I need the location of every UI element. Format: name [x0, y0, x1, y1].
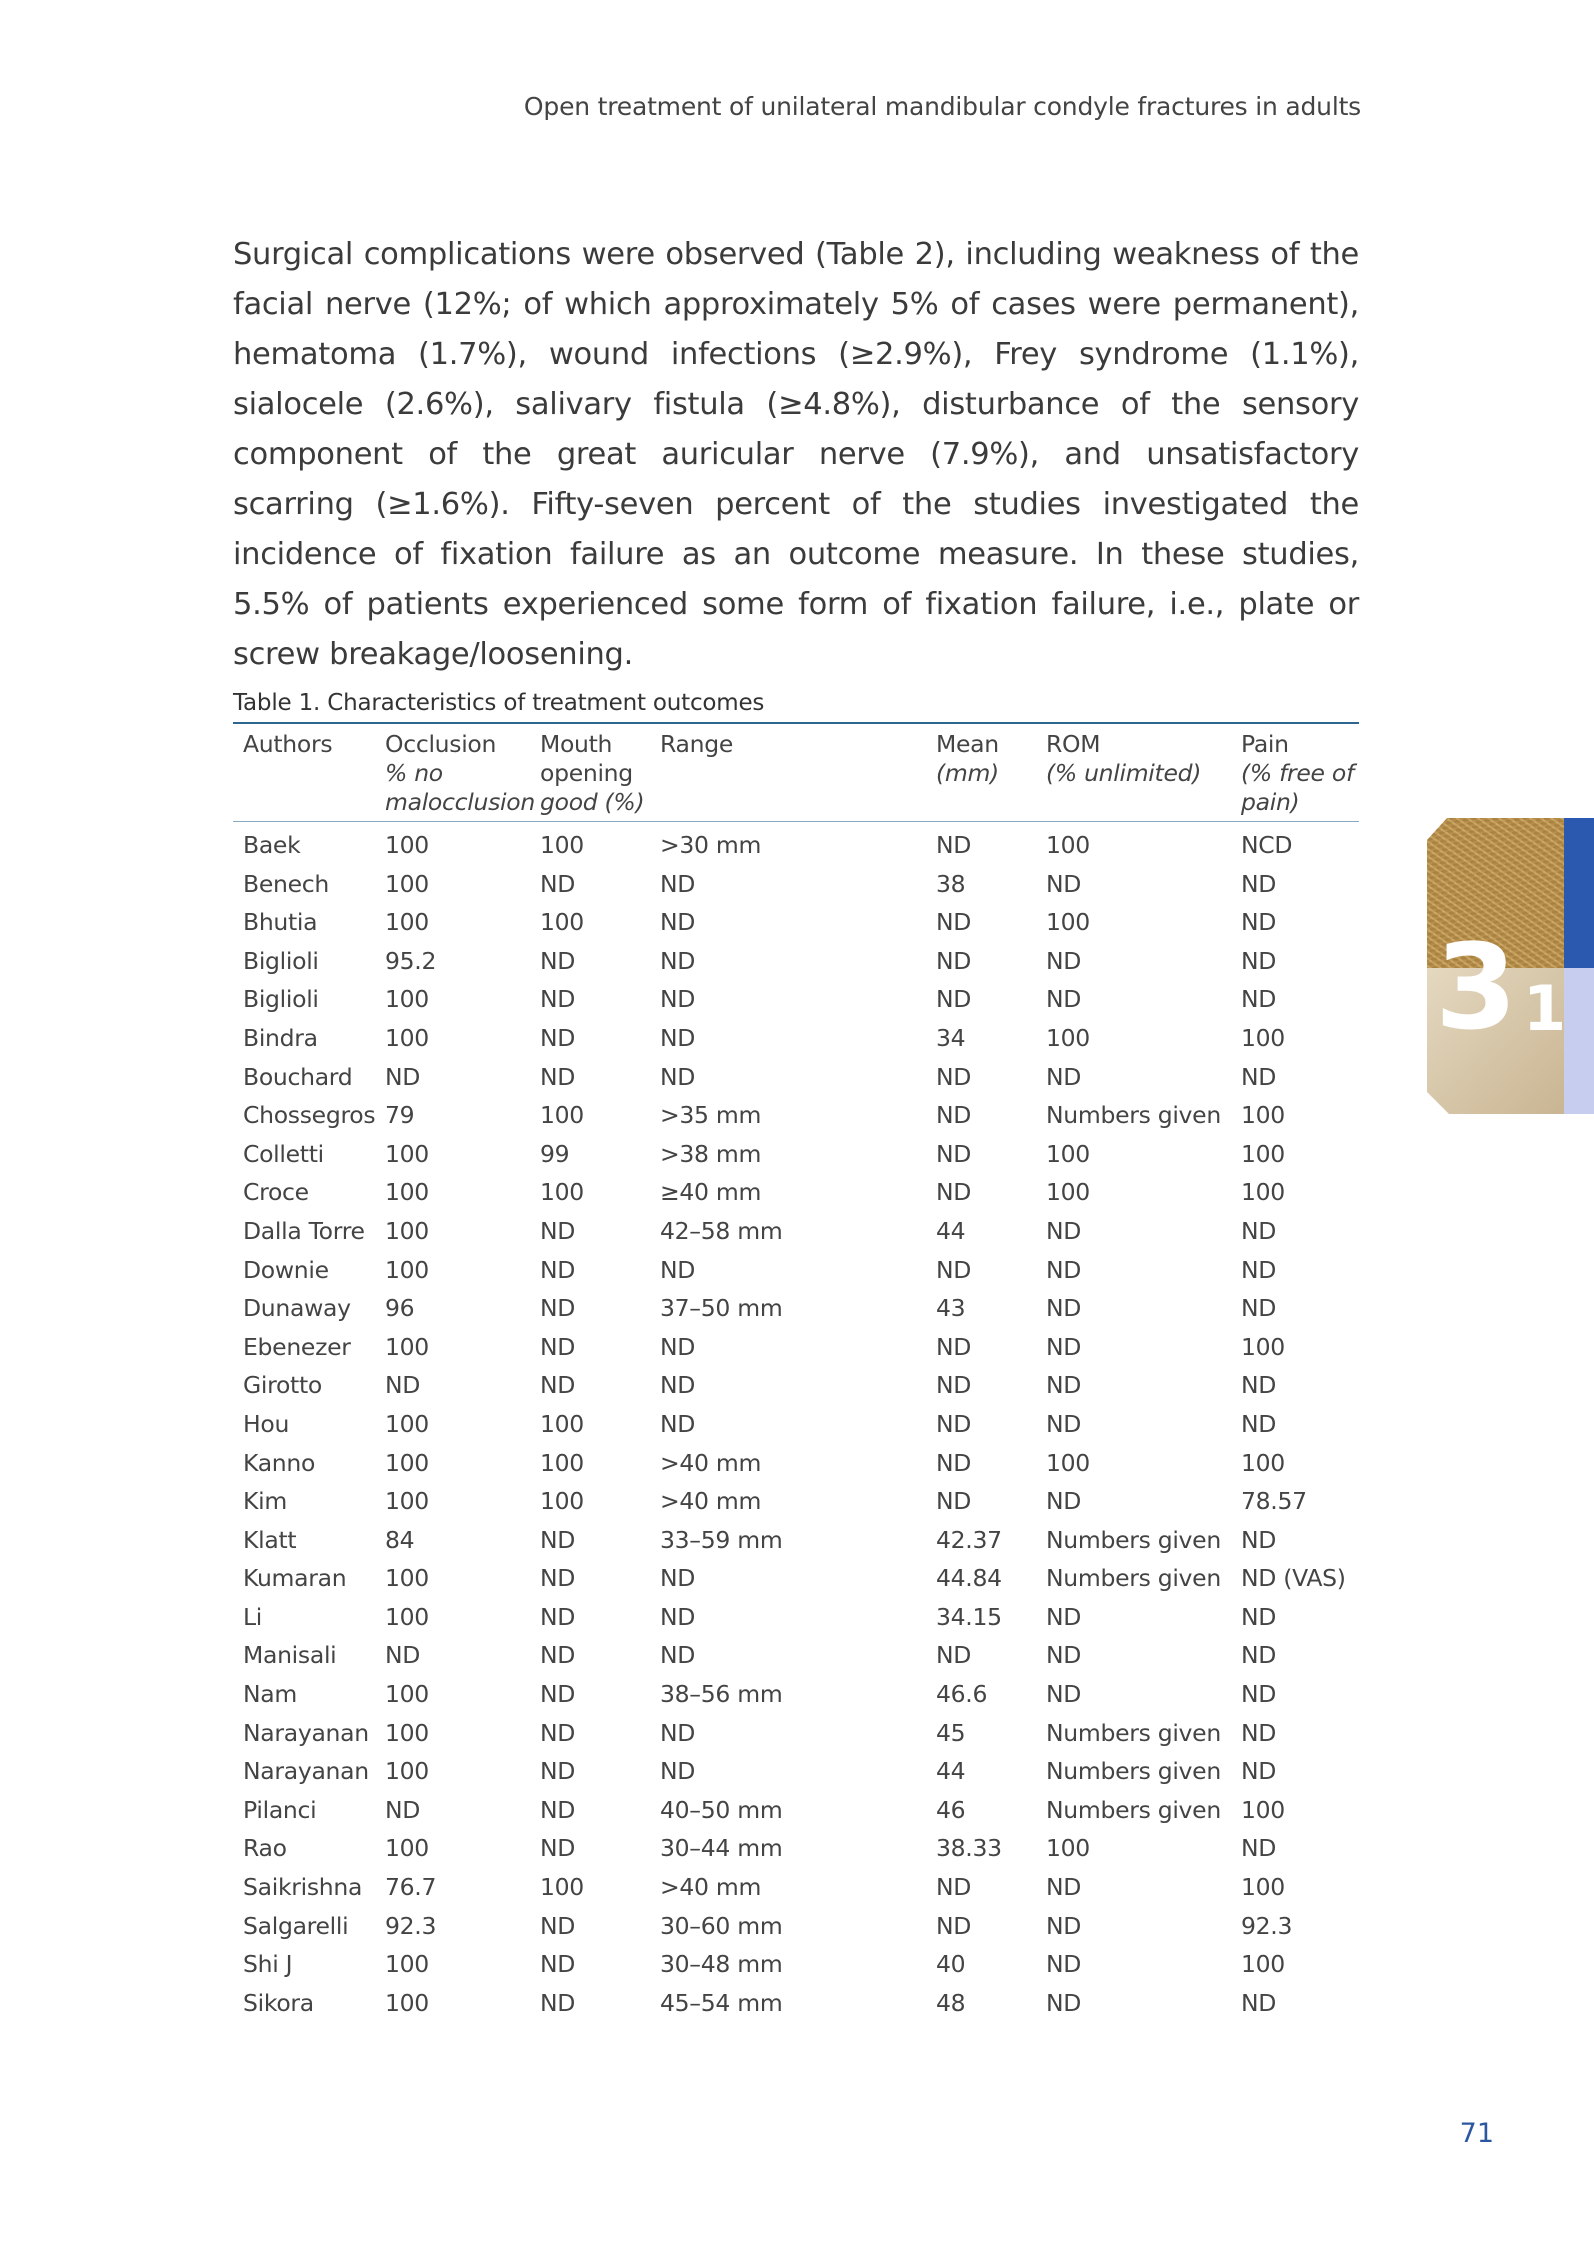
table-cell: ND: [540, 985, 576, 1014]
table-cell: ND: [1046, 1255, 1082, 1284]
table-row: [233, 1366, 1359, 1405]
table-cell: 30–48 mm: [660, 1950, 783, 1979]
table-cell: ND: [660, 1255, 696, 1284]
table-cell: 48: [936, 1988, 966, 2017]
table-cell: 100: [1046, 831, 1090, 859]
table-cell: ND: [660, 1602, 696, 1631]
table-cell: 99: [540, 1139, 570, 1168]
table-cell: ND: [936, 1332, 972, 1361]
table-cell: ND: [1241, 1988, 1277, 2017]
table-cell: ND: [1046, 1950, 1082, 1979]
table-caption: [233, 690, 764, 716]
table-cell: ND: [540, 1718, 576, 1747]
table-cell: 100: [1241, 1448, 1285, 1477]
table-cell: 100: [385, 985, 429, 1014]
table-cell: Bouchard: [243, 1062, 353, 1091]
table-cell: >38 mm: [660, 1139, 762, 1168]
table-cell: 100: [1241, 1795, 1285, 1824]
table-cell: 100: [540, 1101, 584, 1130]
table-cell: 100: [385, 1332, 429, 1361]
table-cell: ND: [1241, 1062, 1277, 1091]
table-cell: 34.15: [936, 1602, 1002, 1631]
table-cell: ND: [540, 1757, 576, 1786]
table-cell: 100: [1241, 1950, 1285, 1979]
col-header-occlusion: [385, 723, 540, 822]
table-row: [233, 980, 1359, 1019]
table-cell: ND: [660, 1757, 696, 1786]
table-cell: ND: [660, 1718, 696, 1747]
table-cell: ND: [540, 1950, 576, 1979]
table-cell: 100: [540, 1409, 584, 1438]
table-cell: Ebenezer: [243, 1332, 351, 1361]
table-cell: ND: [1241, 1641, 1277, 1670]
table-cell: Baek: [243, 831, 301, 859]
table-cell: 42–58 mm: [660, 1216, 783, 1245]
table-cell: ND: [936, 831, 972, 859]
col-header-authors-label: Authors: [243, 730, 333, 758]
table-cell: 45–54 mm: [660, 1988, 783, 2017]
table-cell: ND: [540, 1564, 576, 1593]
table-cell: ND: [1241, 1255, 1277, 1284]
table-cell: ND: [1241, 1216, 1277, 1245]
table-cell: 44: [936, 1216, 966, 1245]
table-cell: 95.2: [385, 946, 437, 975]
col-header-occlusion-sub1: % no: [385, 759, 443, 787]
table-row: [233, 1945, 1359, 1984]
table-cell: 30–60 mm: [660, 1911, 783, 1940]
table-cell: Pilanci: [243, 1795, 317, 1824]
table-cell: ND: [540, 1680, 576, 1709]
table-cell: 100: [385, 869, 429, 898]
table-row: [233, 1058, 1359, 1097]
table-cell: 100: [1241, 1101, 1285, 1130]
outcomes-table: [233, 722, 1359, 2022]
table-cell: 96: [385, 1294, 415, 1323]
table-cell: Kim: [243, 1487, 287, 1516]
table-header: [233, 723, 1359, 822]
table-row: [233, 1675, 1359, 1714]
table-cell: 76.7: [385, 1873, 437, 1902]
table-cell: 100: [385, 1448, 429, 1477]
table-cell: 78.57: [1241, 1487, 1307, 1516]
table-cell: ND: [1046, 1873, 1082, 1902]
table-row: [233, 1251, 1359, 1290]
table-cell: ND: [540, 1062, 576, 1091]
table-row: [233, 1096, 1359, 1135]
table-cell: ND: [385, 1795, 421, 1824]
table-row: [233, 1135, 1359, 1174]
table-cell: 100: [540, 1873, 584, 1902]
table-cell: Shi J: [243, 1950, 293, 1979]
table-cell: Saikrishna: [243, 1873, 363, 1902]
table-cell: Numbers given: [1046, 1757, 1221, 1786]
table-cell: ND: [1046, 1371, 1082, 1400]
table-cell: Dunaway: [243, 1294, 351, 1323]
table-cell: 84: [385, 1525, 415, 1554]
table-cell: 79: [385, 1101, 415, 1130]
table-cell: ND: [936, 1178, 972, 1207]
table-cell: Sikora: [243, 1988, 314, 2017]
table-cell: ND: [540, 1988, 576, 2017]
table-caption-text: Characteristics of treatment outcomes: [320, 690, 765, 716]
table-row: [233, 1868, 1359, 1907]
table-cell: ND: [1046, 1602, 1082, 1631]
table-cell: ND: [540, 1834, 576, 1863]
table-cell: Croce: [243, 1178, 309, 1207]
table-cell: ND: [936, 1255, 972, 1284]
table-cell: ND: [540, 1023, 576, 1052]
table-cell: Colletti: [243, 1139, 324, 1168]
table-cell: Narayanan: [243, 1718, 369, 1747]
table-cell: 100: [1241, 1023, 1285, 1052]
table-cell: 38: [936, 869, 966, 898]
table-cell: 40: [936, 1950, 966, 1979]
table-row: [233, 1019, 1359, 1058]
table-row: [233, 865, 1359, 904]
table-cell: 33–59 mm: [660, 1525, 783, 1554]
table-cell: 100: [1241, 1873, 1285, 1902]
table-cell: Li: [243, 1602, 263, 1631]
table-row: [233, 903, 1359, 942]
col-header-range: [660, 723, 936, 822]
table-cell: 30–44 mm: [660, 1834, 783, 1863]
col-header-occlusion-label: Occlusion: [385, 730, 497, 758]
table-cell: ND: [540, 1332, 576, 1361]
table-row: [233, 1444, 1359, 1483]
table-cell: 37–50 mm: [660, 1294, 783, 1323]
table-cell: ND: [936, 1641, 972, 1670]
chapter-tab-lavender-strip: [1564, 968, 1594, 1114]
table-cell: 100: [385, 1718, 429, 1747]
table-cell: 100: [385, 1602, 429, 1631]
table-cell: ND: [936, 1101, 972, 1130]
table-cell: 100: [385, 1255, 429, 1284]
table-cell: ND: [540, 1216, 576, 1245]
table-cell: 92.3: [385, 1911, 437, 1940]
table-row: [233, 1482, 1359, 1521]
table-cell: ND: [385, 1062, 421, 1091]
chapter-tab-blue-strip: [1564, 818, 1594, 968]
table-cell: ND: [936, 1873, 972, 1902]
table-cell: 100: [540, 831, 584, 859]
table-row: [233, 1636, 1359, 1675]
table-cell: ND: [1046, 1487, 1082, 1516]
col-header-mean-label: Mean: [936, 730, 999, 758]
running-header: Open treatment of unilateral mandibular condyle fractures in adults: [523, 92, 1361, 121]
table-cell: >40 mm: [660, 1873, 762, 1902]
page-number: 71: [1459, 2118, 1494, 2149]
table-row: [233, 1829, 1359, 1868]
table-cell: ND: [540, 1255, 576, 1284]
col-header-mouth-line2: opening: [540, 759, 633, 787]
table-cell: Downie: [243, 1255, 329, 1284]
table-cell: ND: [660, 1062, 696, 1091]
table-cell: 38.33: [936, 1834, 1002, 1863]
table-cell: Numbers given: [1046, 1101, 1221, 1130]
table-row: [233, 1907, 1359, 1946]
table-row: [233, 1328, 1359, 1367]
table-cell: ND: [1046, 1332, 1082, 1361]
table-cell: ND: [936, 1448, 972, 1477]
table-cell: ND: [1241, 1834, 1277, 1863]
table-cell: 100: [1046, 1834, 1090, 1863]
table-cell: 100: [385, 1139, 429, 1168]
table-cell: Hou: [243, 1409, 290, 1438]
table-cell: 100: [385, 1178, 429, 1207]
table-cell: 100: [385, 1023, 429, 1052]
table-row: [233, 822, 1359, 865]
table-cell: ND: [660, 1409, 696, 1438]
table-cell: 100: [1046, 908, 1090, 937]
table-cell: Biglioli: [243, 946, 319, 975]
table-cell: Numbers given: [1046, 1795, 1221, 1824]
col-header-mouth-opening: [540, 723, 660, 822]
col-header-rom-label: ROM: [1046, 730, 1101, 758]
table-cell: 100: [385, 1487, 429, 1516]
table-cell: ND: [660, 1641, 696, 1670]
col-header-rom-sub: (% unlimited): [1046, 759, 1202, 787]
table-body: [233, 822, 1359, 2023]
table-cell: ND: [1241, 985, 1277, 1014]
table-cell: Salgarelli: [243, 1911, 349, 1940]
table-cell: ND: [1046, 1409, 1082, 1438]
table-row: [233, 1752, 1359, 1791]
table-cell: ND: [660, 908, 696, 937]
col-header-mean-sub: (mm): [936, 759, 999, 787]
table-cell: 100: [540, 908, 584, 937]
table-cell: 100: [385, 1950, 429, 1979]
table-cell: ND: [1046, 1641, 1082, 1670]
table-cell: ND: [1241, 1718, 1277, 1747]
body-paragraph: Surgical complications were observed (Table 2), including weakness of the facial nerve (12%; of which approximately 5% of cases were permanent), hematoma (1.7%), wound infections (≥2.9%), Frey syndrome (1.1%), sialocele (2.6%), salivary fistula (≥4.8%), disturbance of the sensory component of the great auricular nerve (7.9%), and unsatisfactory scarring (≥1.6%). Fifty-seven percent of the studies investigated the incidence of fixation failure as an outcome measure. In these studies, 5.5% of patients experienced some form of fixation failure, i.e., plate or screw breakage/loosening.: [233, 237, 1359, 672]
table-cell: ND: [1241, 946, 1277, 975]
table-cell: 100: [385, 1757, 429, 1786]
table-row: [233, 942, 1359, 981]
table-cell: 100: [540, 1178, 584, 1207]
table-cell: ND: [540, 1525, 576, 1554]
table-row: [233, 1791, 1359, 1830]
table-cell: ND: [660, 985, 696, 1014]
table-cell: ND: [540, 1294, 576, 1323]
table-cell: >35 mm: [660, 1101, 762, 1130]
table-cell: ND: [1046, 1988, 1082, 2017]
col-header-pain-sub1: (% free of: [1241, 759, 1354, 787]
chapter-number-minor: 1: [1523, 972, 1567, 1045]
table-cell: ND: [1241, 1757, 1277, 1786]
table-cell: Narayanan: [243, 1757, 369, 1786]
table-cell: 100: [385, 1834, 429, 1863]
table-cell: Manisali: [243, 1641, 337, 1670]
table-cell: ND: [1241, 1680, 1277, 1709]
table-cell: 92.3: [1241, 1911, 1293, 1940]
table-cell: Numbers given: [1046, 1718, 1221, 1747]
table-cell: ND: [1046, 1911, 1082, 1940]
table-cell: ND: [936, 1371, 972, 1400]
table-cell: 100: [1046, 1023, 1090, 1052]
table-cell: 34: [936, 1023, 966, 1052]
table-caption-label: Table 1.: [233, 690, 321, 716]
table-row: [233, 1598, 1359, 1637]
table-cell: ND: [660, 1332, 696, 1361]
table-cell: ND: [540, 1371, 576, 1400]
col-header-mean: [936, 723, 1046, 822]
table-cell: 100: [385, 1409, 429, 1438]
table-cell: 46: [936, 1795, 966, 1824]
table-cell: ND (VAS): [1241, 1564, 1346, 1593]
col-header-mouth-label: Mouth: [540, 730, 613, 758]
table-cell: ND: [936, 1911, 972, 1940]
table-cell: 100: [385, 1680, 429, 1709]
table-cell: ND: [660, 869, 696, 898]
table-cell: ND: [1046, 1216, 1082, 1245]
table-cell: 100: [1046, 1448, 1090, 1477]
table-row: [233, 1559, 1359, 1598]
table-cell: ND: [936, 1062, 972, 1091]
table-cell: 44.84: [936, 1564, 1002, 1593]
table-cell: ND: [936, 908, 972, 937]
table-cell: >40 mm: [660, 1487, 762, 1516]
table-cell: 100: [385, 908, 429, 937]
table-cell: >40 mm: [660, 1448, 762, 1477]
table-cell: ND: [1241, 1294, 1277, 1323]
col-header-rom: [1046, 723, 1241, 822]
table-cell: ND: [1241, 869, 1277, 898]
table-cell: 100: [1241, 1332, 1285, 1361]
table-cell: ND: [540, 1911, 576, 1940]
table-row: [233, 1173, 1359, 1212]
table-cell: Chossegros: [243, 1101, 376, 1130]
table-cell: Kumaran: [243, 1564, 347, 1593]
table-cell: Dalla Torre: [243, 1216, 365, 1245]
col-header-pain-label: Pain: [1241, 730, 1289, 758]
table-cell: 42.37: [936, 1525, 1002, 1554]
col-header-occlusion-sub2: malocclusion: [385, 788, 535, 816]
table-cell: ND: [1046, 1062, 1082, 1091]
table-cell: ND: [936, 985, 972, 1014]
table-cell: ND: [936, 946, 972, 975]
table-cell: ND: [1046, 1294, 1082, 1323]
table-cell: Girotto: [243, 1371, 322, 1400]
table-cell: >30 mm: [660, 831, 762, 859]
table-cell: Numbers given: [1046, 1525, 1221, 1554]
table-row: [233, 1714, 1359, 1753]
table-cell: 100: [385, 1564, 429, 1593]
table-cell: Benech: [243, 869, 329, 898]
table-cell: ND: [660, 1023, 696, 1052]
chapter-number-major: 3: [1435, 918, 1518, 1056]
table-cell: ND: [540, 1602, 576, 1631]
table-cell: Bhutia: [243, 908, 318, 937]
table-cell: 100: [385, 1216, 429, 1245]
col-header-pain: [1241, 723, 1359, 822]
table-cell: ND: [936, 1139, 972, 1168]
table-cell: 43: [936, 1294, 966, 1323]
table-cell: 100: [540, 1448, 584, 1477]
table-cell: ND: [385, 1641, 421, 1670]
table-cell: 100: [385, 1988, 429, 2017]
table-cell: 100: [1046, 1178, 1090, 1207]
table-row: [233, 1521, 1359, 1560]
table-cell: ND: [936, 1487, 972, 1516]
table-cell: ND: [1046, 869, 1082, 898]
table-cell: ND: [540, 1795, 576, 1824]
table-cell: ND: [1046, 946, 1082, 975]
table-cell: ND: [1046, 1680, 1082, 1709]
table-cell: ND: [1241, 1602, 1277, 1631]
table-cell: ND: [1241, 1525, 1277, 1554]
chapter-tab: [1427, 818, 1594, 1114]
table-cell: ND: [660, 1564, 696, 1593]
table-cell: ND: [1241, 1371, 1277, 1400]
table-cell: 100: [1241, 1139, 1285, 1168]
table-row: [233, 1405, 1359, 1444]
table-cell: 46.6: [936, 1680, 988, 1709]
table-cell: ND: [1241, 1409, 1277, 1438]
table-cell: ND: [540, 869, 576, 898]
table-cell: ND: [660, 946, 696, 975]
col-header-range-label: Range: [660, 730, 733, 758]
table-cell: Bindra: [243, 1023, 318, 1052]
table-cell: 44: [936, 1757, 966, 1786]
table-cell: Numbers given: [1046, 1564, 1221, 1593]
table-cell: ≥40 mm: [660, 1178, 762, 1207]
table-cell: 100: [1241, 1178, 1285, 1207]
col-header-pain-sub2: pain): [1241, 788, 1300, 816]
table-cell: ND: [1046, 985, 1082, 1014]
table-cell: 100: [540, 1487, 584, 1516]
table-cell: ND: [385, 1371, 421, 1400]
table-cell: 40–50 mm: [660, 1795, 783, 1824]
table-cell: Klatt: [243, 1525, 297, 1554]
table-cell: Biglioli: [243, 985, 319, 1014]
table-row: [233, 1289, 1359, 1328]
table-cell: ND: [540, 1641, 576, 1670]
table-cell: 100: [1046, 1139, 1090, 1168]
table-row: [233, 1984, 1359, 2023]
table-cell: NCD: [1241, 831, 1293, 859]
table-cell: 100: [385, 831, 429, 859]
table-cell: Rao: [243, 1834, 287, 1863]
table-cell: Nam: [243, 1680, 297, 1709]
table-row: [233, 1212, 1359, 1251]
col-header-mouth-sub: good (%): [540, 788, 645, 816]
table-cell: ND: [1241, 908, 1277, 937]
col-header-authors: [233, 723, 385, 822]
table-cell: ND: [936, 1409, 972, 1438]
table-cell: ND: [660, 1371, 696, 1400]
table-cell: 38–56 mm: [660, 1680, 783, 1709]
table-cell: ND: [540, 946, 576, 975]
table-cell: 45: [936, 1718, 966, 1747]
table-cell: Kanno: [243, 1448, 316, 1477]
